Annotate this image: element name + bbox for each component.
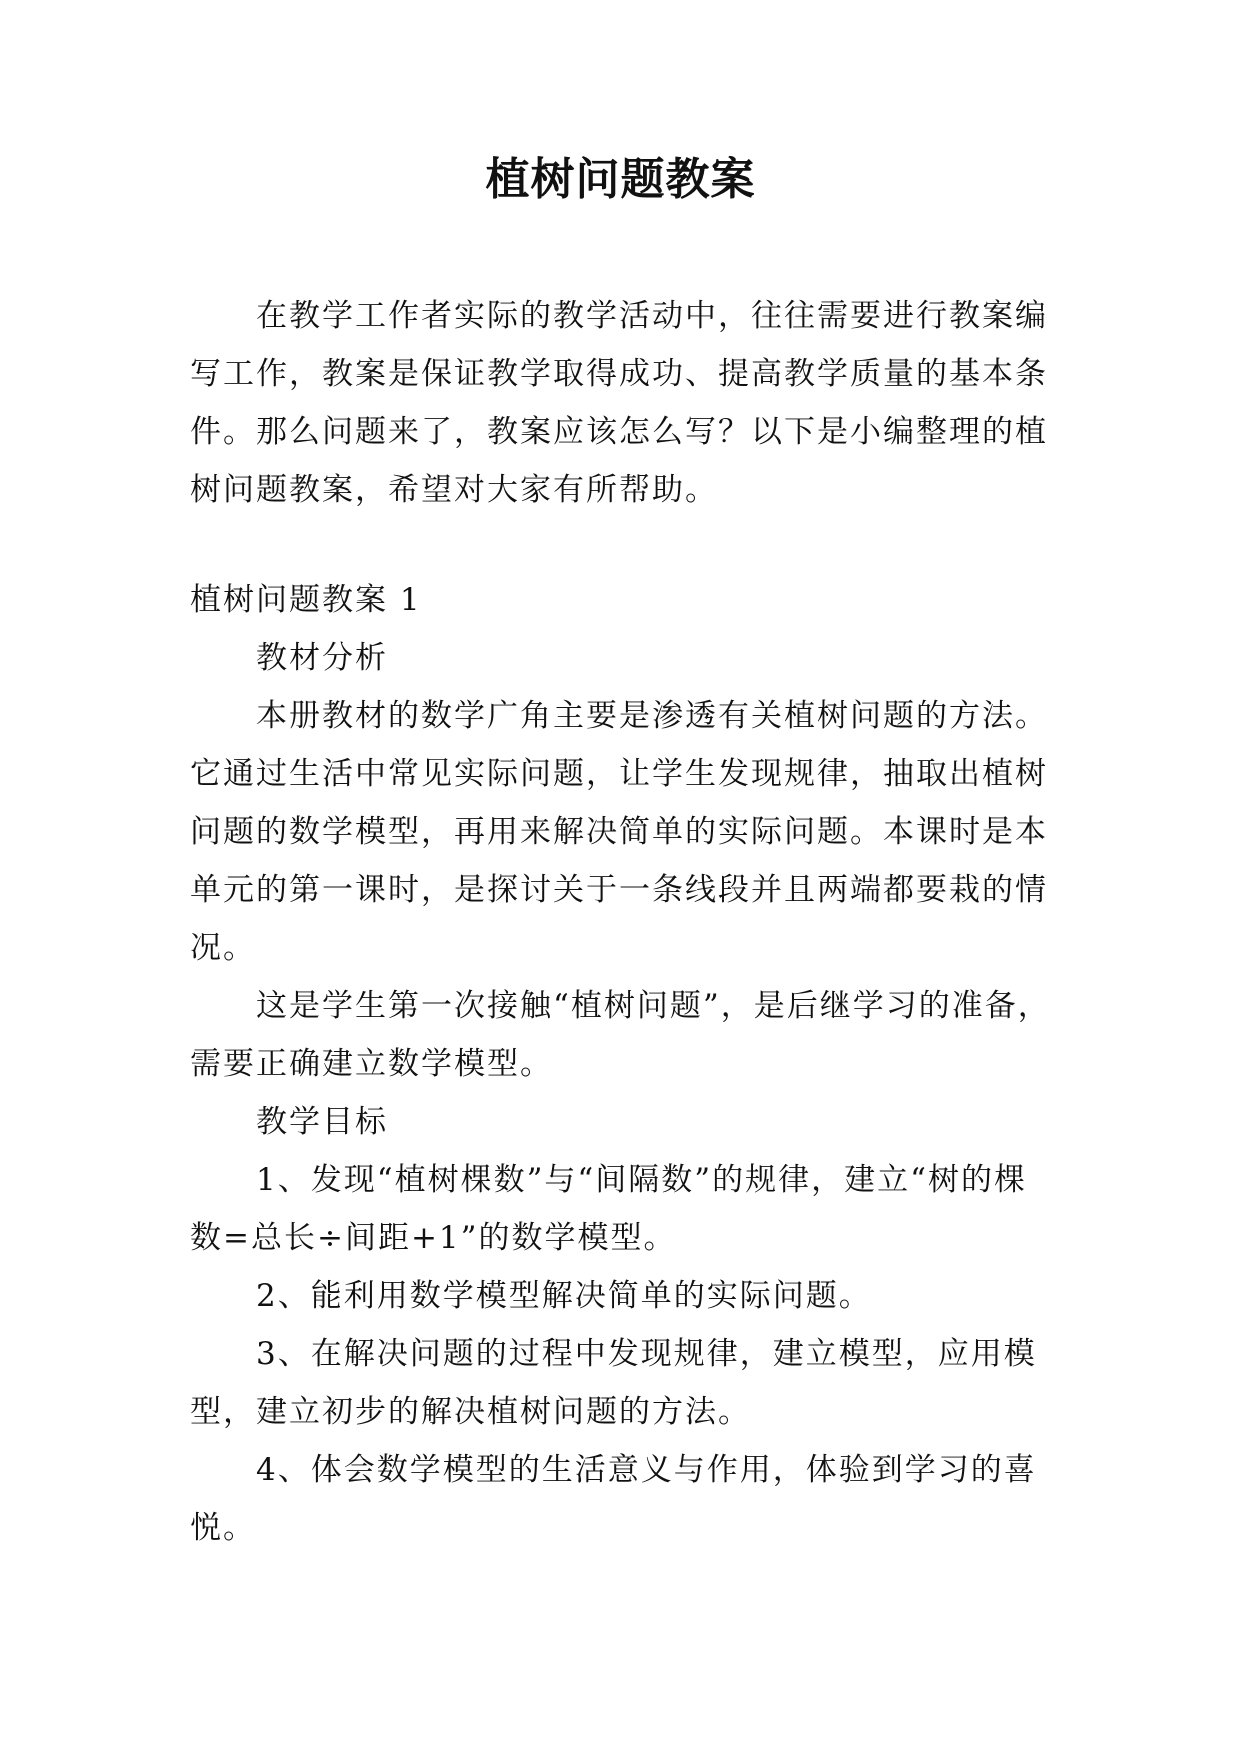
document-body xyxy=(190,287,1058,1557)
paragraph-material-description: 本册教材的数学广角主要是渗透有关植树问题的方法。它通过生活中常见实际问题，让学生发现规律，抽取出植树问题的数学模型，再用来解决简单的实际问题。本课时是本单元的第一课时，是探讨关于一条线段并且两端都要栽的情况。 xyxy=(190,698,1048,966)
subheading-material-analysis: 教材分析 xyxy=(256,640,388,676)
goal-item-1: 1、发现“植树棵数”与“间隔数”的规律，建立“树的棵数=总长÷间距+1”的数学模型。 xyxy=(190,1162,1027,1256)
goal-item-2: 2、能利用数学模型解决简单的实际问题。 xyxy=(256,1278,872,1314)
section-heading: 植树问题教案 1 xyxy=(190,582,422,618)
paragraph-first-contact: 这是学生第一次接触“植树问题”，是后继学习的准备，需要正确建立数学模型。 xyxy=(190,988,1051,1082)
intro-paragraph: 在教学工作者实际的教学活动中，往往需要进行教案编写工作，教案是保证教学取得成功、提高教学质量的基本条件。那么问题来了，教案应该怎么写？以下是小编整理的植树问题教案，希望对大家有所帮助。 xyxy=(190,298,1048,508)
subheading-teaching-goals: 教学目标 xyxy=(256,1104,388,1140)
goal-item-3: 3、在解决问题的过程中发现规律，建立模型，应用模型，建立初步的解决植树问题的方法。 xyxy=(190,1336,1037,1430)
goal-item-4: 4、体会数学模型的生活意义与作用，体验到学习的喜悦。 xyxy=(190,1452,1037,1546)
document-title: 植树问题教案 xyxy=(485,154,756,205)
